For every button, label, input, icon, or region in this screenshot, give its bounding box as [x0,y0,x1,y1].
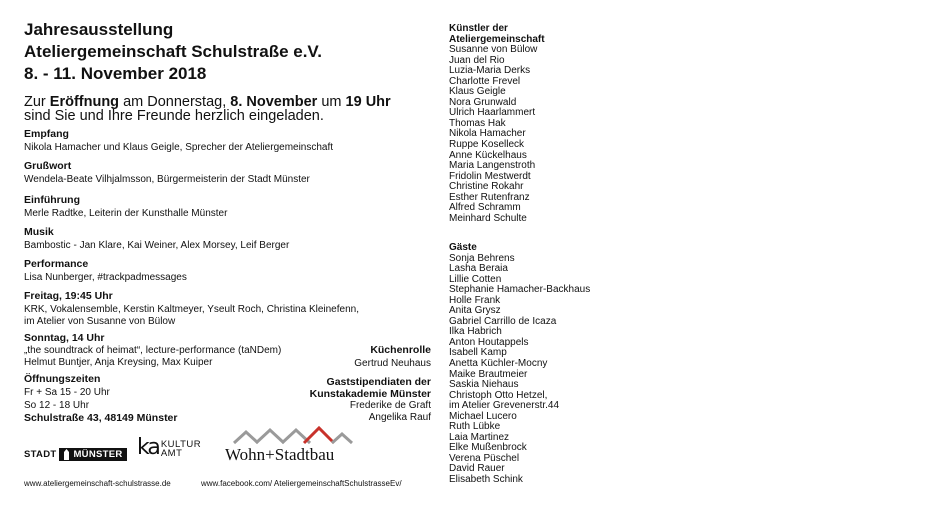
list-item: Christine Rokahr [449,181,524,193]
organization-name: Ateliergemeinschaft Schulstraße e.V. [24,42,322,61]
kuenstler-list [449,45,545,224]
list-item: Michael Lucero [449,410,517,422]
gaststipendiat-name-2: Angelika Rauf [368,412,431,423]
sonntag-line-2: Helmut Buntjer, Anja Kreysing, Max Kuiper [24,357,213,368]
logo-text-muenster: MÜNSTER [73,449,123,460]
list-item: Susanne von Bülow [449,44,538,56]
empfang-heading: Empfang [24,128,69,140]
logo-kulturamt-text [161,440,201,458]
logo-text-stadt: STADT [24,449,57,460]
list-item: Juan del Rio [449,54,505,66]
invitation-highlight-date: 8. November [230,94,318,110]
list-item: Anita Grysz [449,305,501,317]
exhibition-dates: 8. - 11. November 2018 [24,64,207,83]
oeffnungszeiten-line-2: So 12 - 18 Uhr [24,400,90,411]
list-item: Alfred Schramm [449,202,521,214]
wohnstadtbau-logo-text: Wohn+Stadtbau [225,445,335,464]
kuechenrolle-heading: Küchenrolle [370,344,431,356]
wohnstadtbau-roofs-icon [232,425,356,445]
gaststipendiaten-heading-1: Gaststipendiaten der [326,376,431,388]
list-item: Anne Kückelhaus [449,149,527,161]
oeffnungszeiten-line-1: Fr + Sa 15 - 20 Uhr [24,387,110,398]
grusswort-text: Wendela-Beate Vilhjalmsson, Bürgermeisterin der Stadt Münster [24,174,310,185]
logo-box [59,448,126,461]
list-item: Ilka Habrich [449,326,502,338]
freitag-line-1: KRK, Vokalensemble, Kerstin Kaltmeyer, Yseult Roch, Christina Kleinefenn, [24,304,359,315]
list-item: Gabriel Carrillo de Icaza [449,315,557,327]
invitation-text: um [317,94,346,110]
oeffnungszeiten-heading: Öffnungszeiten [24,373,101,385]
einfuehrung-text: Merle Radtke, Leiterin der Kunsthalle Münster [24,208,228,219]
empfang-text: Nikola Hamacher und Klaus Geigle, Sprecher der Ateliergemeinschaft [24,142,334,153]
list-item: Meinhard Schulte [449,212,527,224]
list-item: Charlotte Frevel [449,75,521,87]
list-item: im Atelier Grevenerstr.44 [449,400,560,412]
exhibition-title: Jahresausstellung [24,20,174,39]
sonntag-line-1: „the soundtrack of heimat“, lecture-performance (taNDem) [24,345,282,356]
musik-heading: Musik [24,226,54,238]
list-item: Klaus Geigle [449,86,506,98]
gaeste-list [449,254,590,486]
list-item: Holle Frank [449,294,501,306]
list-item: Nikola Hamacher [449,128,526,140]
list-item: Fridolin Mestwerdt [449,170,531,182]
list-item: Laia Martinez [449,431,510,443]
list-item: Esther Rutenfranz [449,191,530,203]
list-item: Christoph Otto Hetzel, [449,389,548,401]
kuechenrolle-name: Gertrud Neuhaus [354,358,431,369]
list-item: Ulrich Haarlammert [449,107,536,119]
gaststipendiaten-heading-2: Kunstakademie Münster [309,388,431,400]
sonntag-heading: Sonntag, 14 Uhr [24,332,105,344]
list-item: Anetta Küchler-Mocny [449,358,548,370]
invitation-highlight-time: 19 Uhr [345,94,391,110]
list-item: Elisabeth Schink [449,474,523,486]
invitation-highlight-opening: Eröffnung [49,94,120,110]
list-item: Verena Püschel [449,452,520,464]
gaeste-section [449,243,590,486]
gaeste-heading: Gäste [449,242,477,253]
logo-ka: ka [137,435,159,460]
list-item: Luzia-Maria Derks [449,65,531,77]
list-item: Anton Houtappels [449,336,529,348]
facebook-link[interactable]: www.facebook.com/ AteliergemeinschaftSchulstrasseEv/ [201,479,402,488]
invitation-text: Zur [24,94,50,110]
list-item: Stephanie Hamacher-Backhaus [449,284,591,296]
performance-text: Lisa Nunberger, #trackpadmessages [24,272,187,283]
list-item: Ruppe Koselleck [449,139,525,151]
freitag-heading: Freitag, 19:45 Uhr [24,290,113,302]
freitag-line-2: im Atelier von Susanne von Bülow [24,316,176,327]
logo-text-kultur: KULTUR [160,439,202,450]
performance-heading: Performance [24,258,89,270]
gaststipendiat-name-1: Frederike de Graft [349,400,431,411]
cathedral-icon [63,449,70,460]
list-item: Maria Langenstroth [449,160,536,172]
list-item: Isabell Kamp [449,347,507,359]
list-item: Lasha Beraia [449,263,508,275]
website-link[interactable]: www.ateliergemeinschaft-schulstrasse.de [24,479,171,488]
list-item: Thomas Hak [449,117,506,129]
kuenstler-heading-1: Künstler der [449,23,508,34]
address: Schulstraße 43, 48149 Münster [24,412,178,424]
kuenstler-heading-2: Ateliergemeinschaft [449,33,545,45]
invitation-text: am Donnerstag, [119,94,231,110]
invitation-line-2: sind Sie und Ihre Freunde herzlich eingeladen. [24,108,324,124]
grusswort-heading: Grußwort [24,160,72,172]
logo-text-amt: AMT [160,448,183,459]
list-item: David Rauer [449,463,505,475]
stadt-muenster-logo [24,448,127,461]
list-item: Elke Mußenbrock [449,442,527,454]
kulturamt-logo [137,435,202,460]
list-item: Sonja Behrens [449,252,515,264]
list-item: Lillie Cotten [449,273,502,285]
musik-text: Bambostic - Jan Klare, Kai Weiner, Alex Morsey, Leif Berger [24,240,290,251]
list-item: Ruth Lübke [449,421,501,433]
einfuehrung-heading: Einführung [24,194,80,206]
list-item: Nora Grunwald [449,96,517,108]
kuenstler-section [449,24,545,224]
list-item: Saskia Niehaus [449,379,519,391]
list-item: Maike Brautmeier [449,368,528,380]
